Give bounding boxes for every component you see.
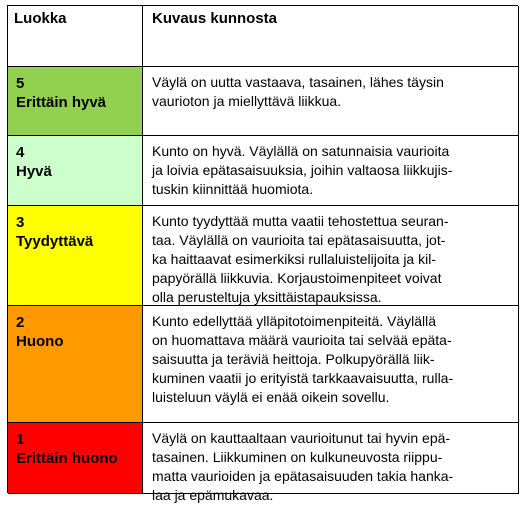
class-cell-3: [8, 206, 143, 306]
class-number: 2: [16, 314, 25, 331]
class-number: 3: [16, 214, 25, 231]
class-number: 1: [16, 431, 25, 448]
header-class: Luokka: [8, 6, 143, 67]
description-cell-5: Väylä on uutta vastaava, tasainen, lähes täysin vaurioton ja miellyttävä liikkua.: [143, 67, 519, 136]
class-cell-5: [8, 67, 143, 136]
description-cell-3: Kunto tyydyttää mutta vaatii tehostettua seuran- taa. Väylällä on vaurioita tai epätasaisuutta, jot- ka haittaavat esimerkiksi rullaluistelijoita ja kil- papyörällä liikkuvia. Korjaustoimenpiteet voivat olla perusteltuja yksittäistapauksissa.: [143, 206, 519, 306]
description-cell-1: Väylä on kauttaaltaan vaurioitunut tai hyvin epä- tasainen. Liikkuminen on kulkuneuvosta riippu- matta vaurioiden ja epätasaisuuden takia hanka- laa ja epämukavaa.: [143, 423, 519, 494]
class-number: 4: [16, 144, 25, 161]
description-cell-2: Kunto edellyttää ylläpitotoimenpiteitä. Väylällä on huomattava määrä vaurioita tai selvää epäta- saisuutta ja teräviä heittoja. Polkupyörällä liik- kuminen vaatii jo erityistä tarkkaavaisuutta, rulla- luisteluun väylä ei enää oikein sovellu.: [143, 306, 519, 423]
class-number: 5: [16, 75, 25, 92]
class-cell-1: [8, 423, 143, 494]
class-name: Huono: [16, 333, 64, 350]
header-description: Kuvaus kunnosta: [143, 6, 519, 67]
condition-classification-table: [7, 5, 518, 503]
class-cell-4: [8, 136, 143, 206]
class-name: Erittäin hyvä: [16, 94, 107, 111]
class-name: Tyydyttävä: [16, 233, 94, 250]
class-name: Hyvä: [16, 163, 52, 180]
description-cell-4: Kunto on hyvä. Väylällä on satunnaisia vaurioita ja loivia epätasaisuuksia, joihin valtaosa liikkujis- tuskin kiinnittää huomiota.: [143, 136, 519, 206]
class-name: Erittäin huono: [16, 450, 118, 467]
class-cell-2: [8, 306, 143, 423]
